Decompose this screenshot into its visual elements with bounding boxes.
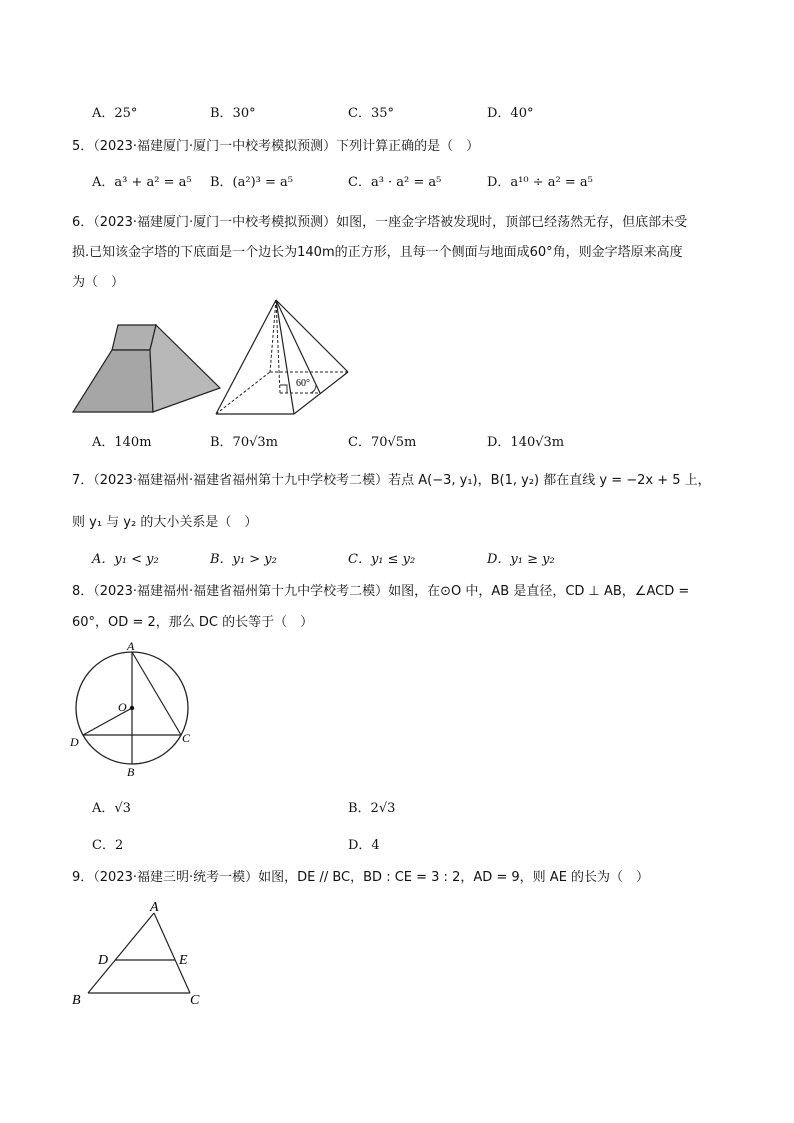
q4-option-c: C．35°: [348, 106, 394, 121]
q7-option-d: D．y₁ ≥ y₂: [487, 552, 555, 567]
label-b: B: [72, 993, 81, 1008]
q7-option-c: C．y₁ ≤ y₂: [348, 552, 416, 567]
label-c: C: [182, 731, 191, 745]
q7-option-b: B．y₁ > y₂: [210, 552, 277, 567]
q8-option-b: B．2√3: [348, 801, 396, 816]
q8-option-c: C．2: [92, 838, 124, 853]
q5-option-b: B．(a²)³ = a⁵: [210, 175, 293, 190]
label-b: B: [127, 765, 135, 779]
label-d: D: [70, 735, 79, 749]
q7-option-a: A．y₁ < y₂: [92, 552, 159, 567]
q6-option-a: A．140m: [92, 435, 152, 450]
q7-stem-line1: 7．（2023·福建福州·福建省福州第十九中学校考二模）若点 A(−3, y₁)，B(1, y₂) 都在直线 y = −2x + 5 上，: [72, 473, 711, 488]
segment-ac: [132, 652, 181, 735]
q5-option-d: D．a¹⁰ ÷ a² = a⁵: [487, 175, 593, 190]
pyramid-angle-label: 60°: [296, 378, 310, 389]
triangle-figure: [68, 896, 208, 1008]
label-d: D: [98, 953, 109, 968]
q7-stem-line2: 则 y₁ 与 y₂ 的大小关系是（ ）: [72, 515, 258, 530]
frustum-top-face: [112, 325, 156, 350]
q6-option-d: D．140√3m: [487, 435, 565, 450]
q8-stem-line1: 8．（2023·福建福州·福建省福州第十九中学校考二模）如图，在⊙O 中，AB 是直径，CD ⊥ AB，∠ACD =: [72, 584, 690, 599]
q5-option-a: A．a³ + a² = a⁵: [92, 175, 192, 190]
q4-option-d: D．40°: [487, 106, 534, 121]
q8-option-a: A．√3: [92, 801, 131, 816]
q8-option-d: D．4: [348, 838, 380, 853]
q6-stem-line1: 6．（2023·福建厦门·厦门一中校考模拟预测）如图，一座金字塔被发现时，顶部已经荡然无存，但底部未受: [72, 215, 688, 230]
q8-stem-line2: 60°，OD = 2，那么 DC 的长等于（ ）: [72, 615, 314, 630]
q6-option-b: B．70√3m: [210, 435, 278, 450]
q6-option-c: C．70√5m: [348, 435, 417, 450]
circle-figure: [66, 638, 206, 780]
label-e: E: [179, 953, 188, 968]
frustum-side-face: [150, 325, 220, 412]
q4-option-a: A．25°: [92, 106, 138, 121]
q6-stem-line3: 为（ ）: [72, 275, 125, 290]
pyramid-figure: [212, 296, 352, 418]
label-c: C: [190, 993, 200, 1008]
label-a: A: [150, 900, 159, 915]
label-a: A: [127, 639, 135, 653]
center-point: [130, 706, 134, 710]
q9-stem: 9．（2023·福建三明·统考一模）如图，DE // BC，BD : CE = 3 : 2，AD = 9，则 AE 的长为（ ）: [72, 870, 650, 885]
q5-stem: 5．（2023·福建厦门·厦门一中校考模拟预测）下列计算正确的是（ ）: [72, 139, 480, 154]
q5-option-c: C．a³ · a² = a⁵: [348, 175, 442, 190]
frustum-front-face: [73, 350, 153, 412]
q6-stem-line2: 损.已知该金字塔的下底面是一个边长为140m的正方形，且每一个侧面与地面成60°角，则金字塔原来高度: [72, 245, 683, 260]
q4-option-b: B．30°: [210, 106, 256, 121]
label-o: O: [118, 700, 127, 714]
frustum-figure: [70, 322, 225, 417]
